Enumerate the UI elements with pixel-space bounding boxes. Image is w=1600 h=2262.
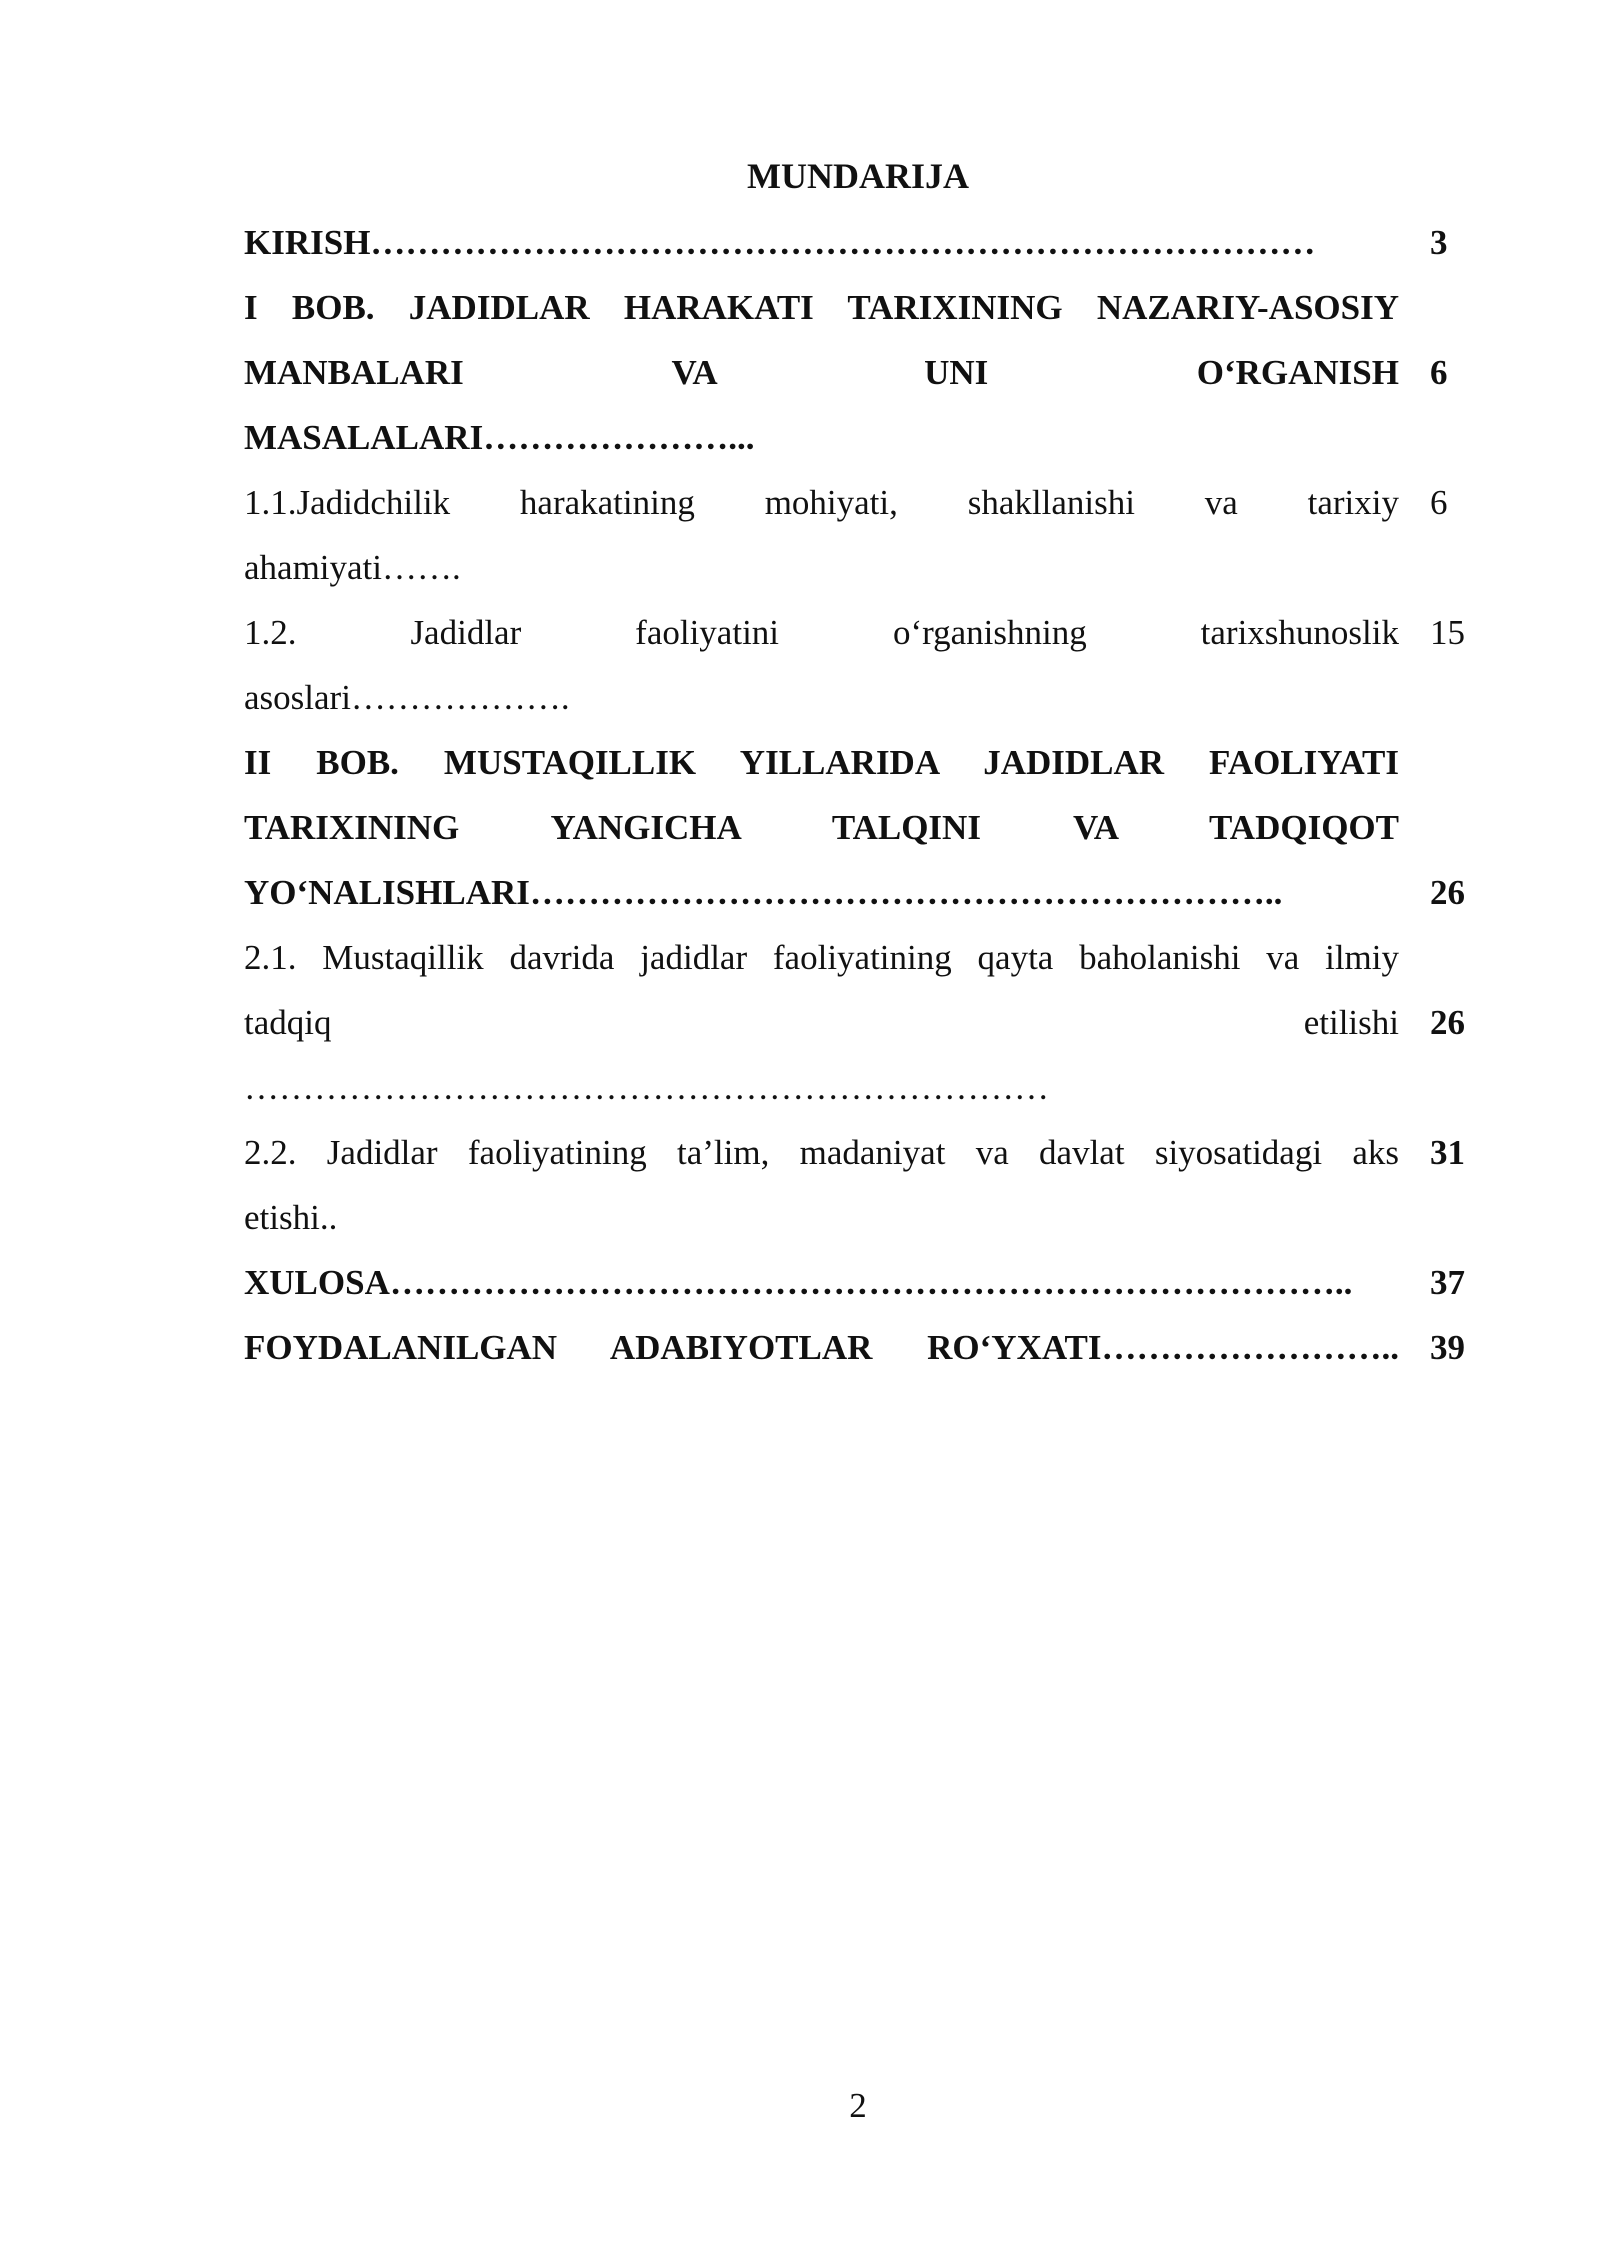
toc-entry-line: II BOB. MUSTAQILLIK YILLARIDA JADIDLAR FAOLIYATI: [244, 743, 1399, 782]
toc-entry-line: MANBALARI VA UNI O‘RGANISH: [244, 353, 1399, 392]
toc-entry-section-2-2[interactable]: [244, 1120, 1474, 1250]
toc-entry-xulosa[interactable]: [244, 1250, 1474, 1315]
toc-entry-section-1-2[interactable]: [244, 600, 1474, 730]
toc-entry-kirish[interactable]: [244, 210, 1474, 275]
toc-page-number: 37: [1430, 1263, 1465, 1302]
toc-entry-line: TARIXINING YANGICHA TALQINI VA TADQIQOT: [244, 808, 1399, 847]
toc-entry-line: ahamiyati…….: [244, 548, 461, 587]
toc-entry-line: tadqiq etilishi: [244, 1003, 1399, 1042]
toc-entry-line: I BOB. JADIDLAR HARAKATI TARIXINING NAZARIY-ASOSIY: [244, 288, 1399, 327]
toc-entry-line: XULOSA………………………………………………………………………..: [244, 1263, 1353, 1302]
toc-page-number: 26: [1430, 1003, 1465, 1042]
toc-entry-line: MASALALARI…………………...: [244, 418, 755, 457]
toc-page-number: 6: [1430, 353, 1448, 392]
toc-page-number: 31: [1430, 1133, 1465, 1172]
toc-entry-line: etishi..: [244, 1198, 338, 1237]
toc-entry-line: 2.2. Jadidlar faoliyatining ta’lim, madaniyat va davlat siyosatidagi aks: [244, 1133, 1399, 1172]
toc-entry-references[interactable]: [244, 1315, 1474, 1380]
toc-page-number: 39: [1430, 1328, 1465, 1367]
toc-entry-line: KIRISH………………………………………………………………………: [244, 223, 1316, 262]
table-of-contents: [244, 210, 1474, 1380]
toc-entry-line: YO‘NALISHLARI………………………………………………………..: [244, 873, 1283, 912]
toc-page-number: 6: [1430, 483, 1448, 522]
toc-page-number: 26: [1430, 873, 1465, 912]
toc-entry-chapter-1[interactable]: [244, 275, 1474, 470]
toc-entry-section-1-1[interactable]: [244, 470, 1474, 600]
toc-entry-chapter-2[interactable]: [244, 730, 1474, 925]
toc-title: MUNDARIJA: [747, 156, 969, 196]
toc-entry-section-2-1[interactable]: [244, 925, 1474, 1120]
toc-entry-line: asoslari……………….: [244, 678, 570, 717]
toc-page-number: 15: [1430, 613, 1465, 652]
toc-entry-line: FOYDALANILGAN ADABIYOTLAR RO‘YXATI……………………..: [244, 1328, 1399, 1367]
page-number-footer: 2: [849, 2086, 867, 2125]
toc-entry-line: 1.1.Jadidchilik harakatining mohiyati, shakllanishi va tarixiy: [244, 483, 1399, 522]
toc-entry-line: ……………………………………………………………: [244, 1068, 1049, 1107]
toc-entry-line: 1.2. Jadidlar faoliyatini o‘rganishning tarixshunoslik: [244, 613, 1399, 652]
toc-entry-line: 2.1. Mustaqillik davrida jadidlar faoliyatining qayta baholanishi va ilmiy: [244, 938, 1399, 977]
toc-page-number: 3: [1430, 223, 1448, 262]
